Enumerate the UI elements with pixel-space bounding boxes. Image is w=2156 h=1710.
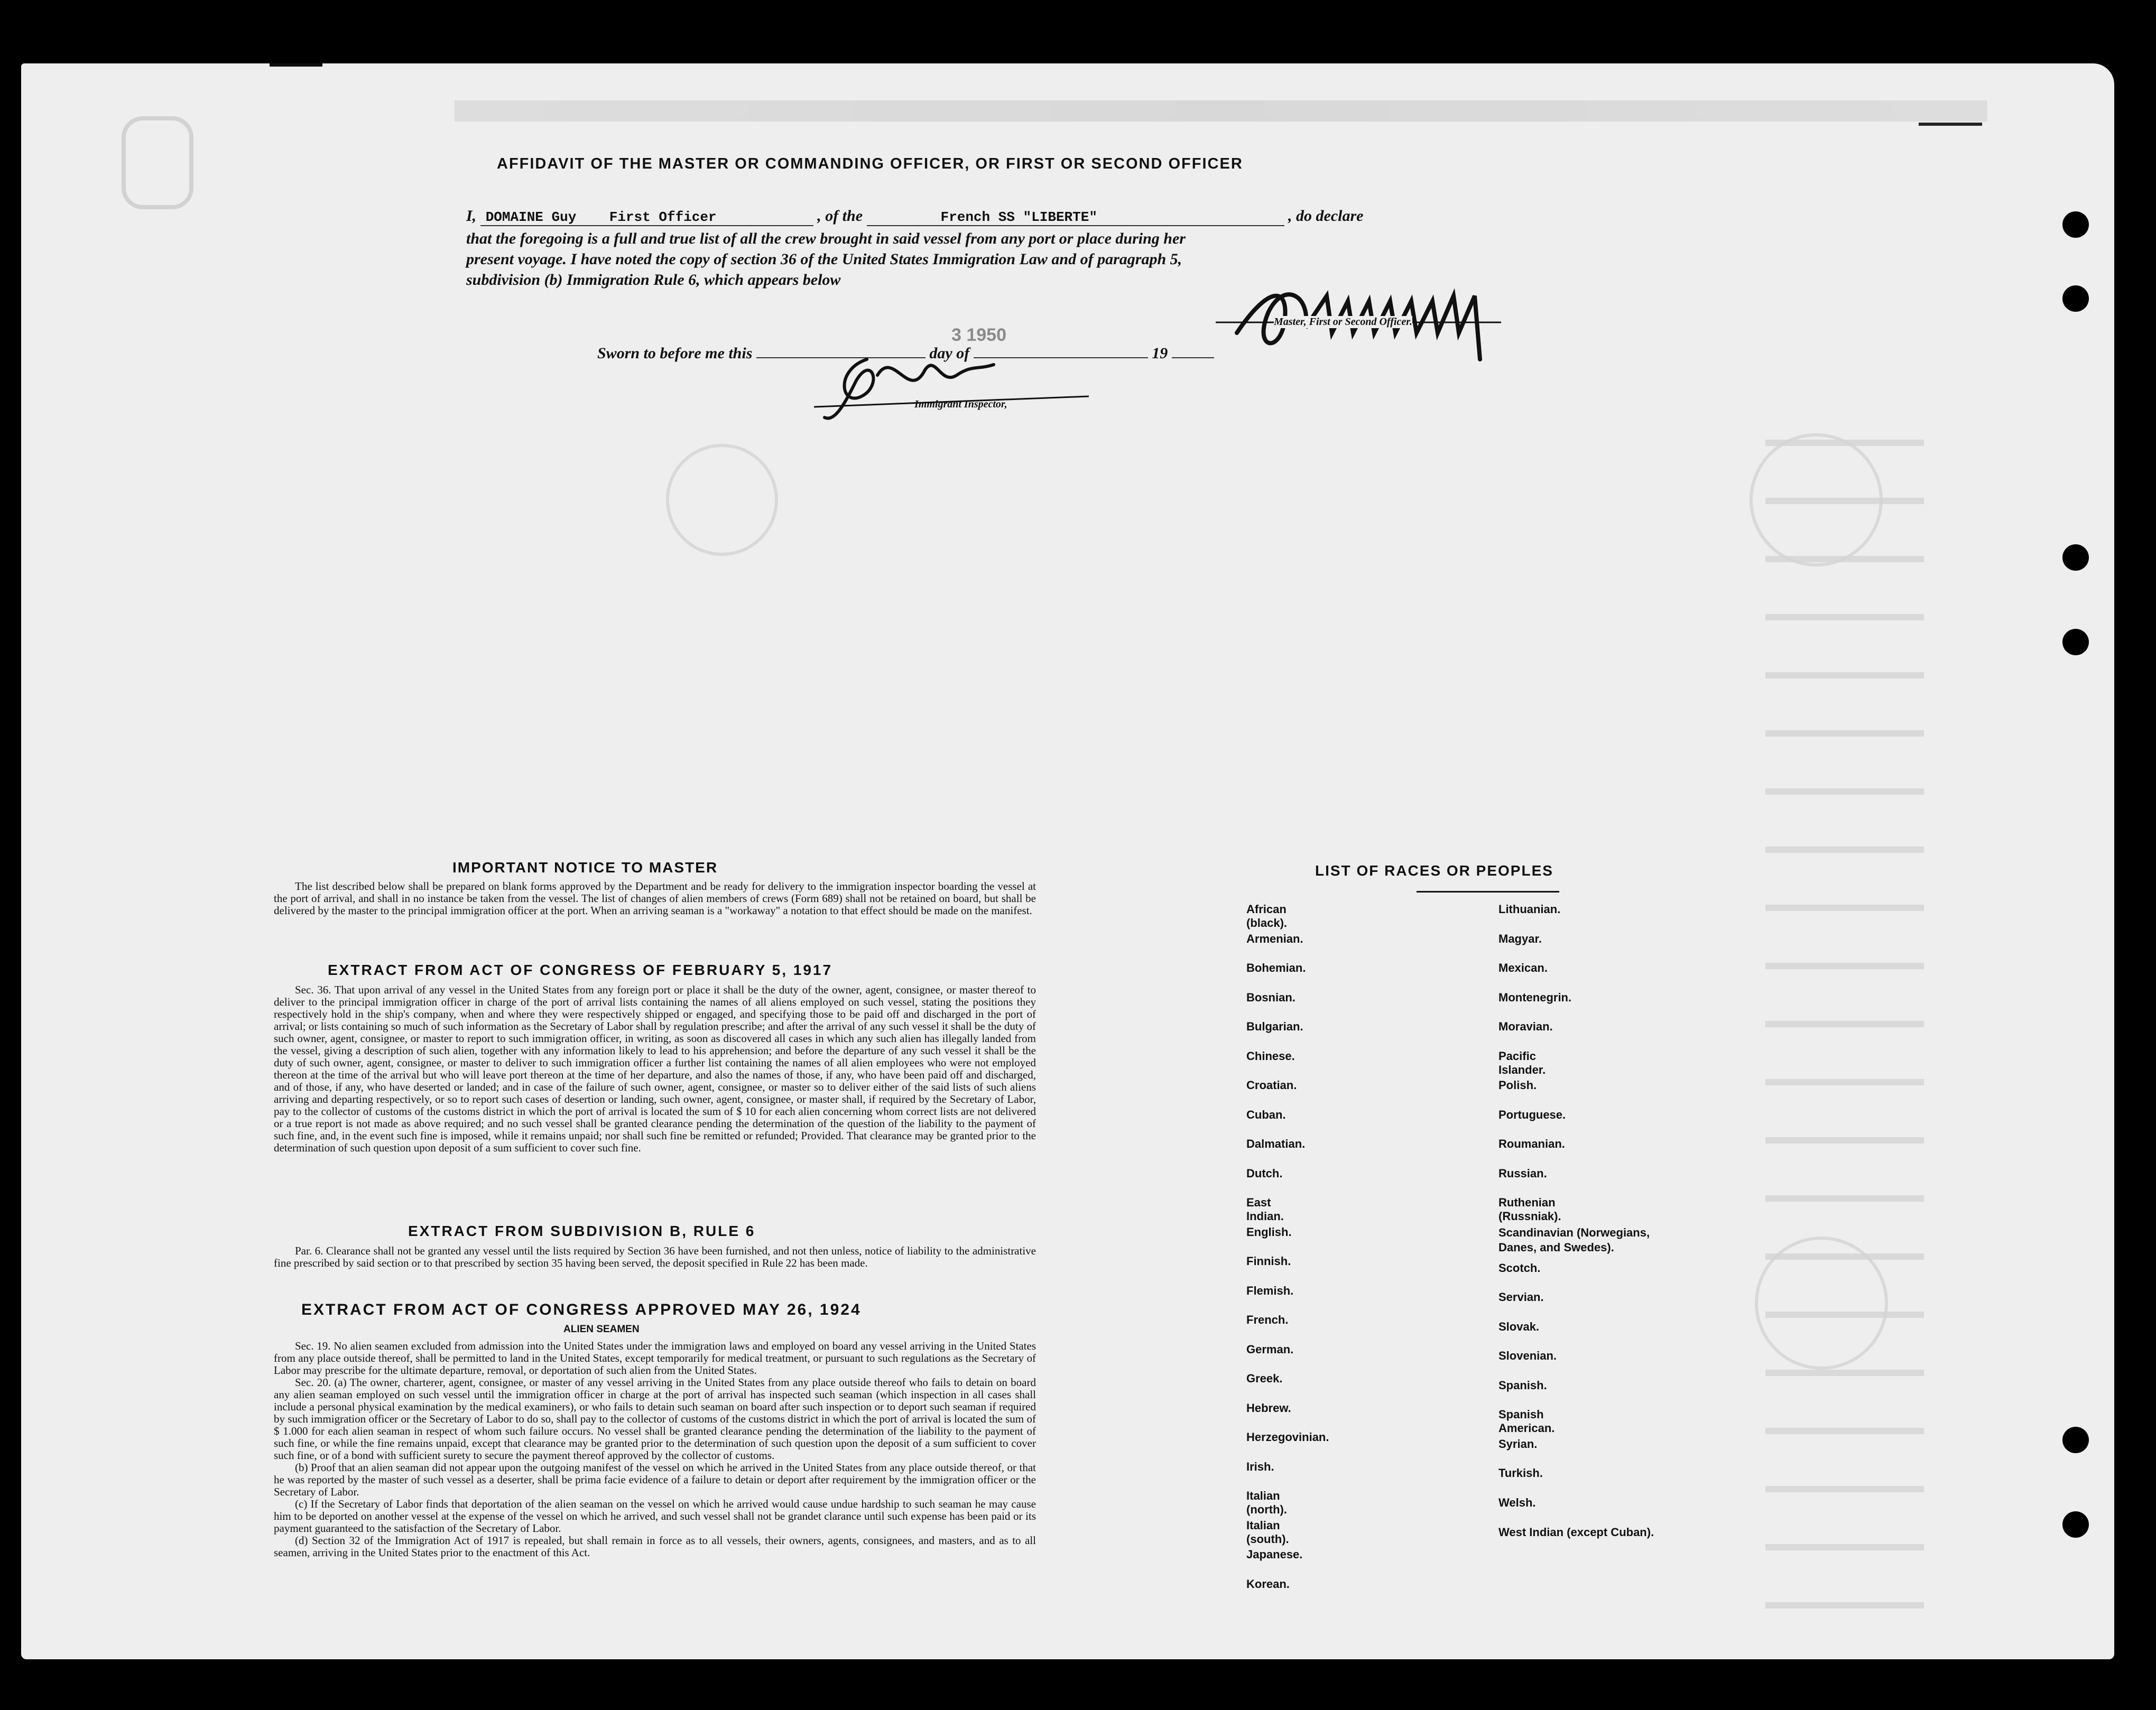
- race-item: Mexican.: [1498, 961, 1548, 974]
- race-item: German.: [1246, 1342, 1294, 1356]
- declaration-prefix: I,: [466, 207, 477, 225]
- race-item: English.: [1246, 1225, 1292, 1239]
- race-item: Finnish.: [1246, 1254, 1291, 1268]
- race-item: Spanish.: [1498, 1378, 1547, 1392]
- manifest-page: [21, 63, 2114, 1659]
- races-title-rule: [1417, 891, 1559, 893]
- day-of-label: day of: [929, 345, 970, 362]
- race-item: Pacific Islander.: [1498, 1049, 1546, 1076]
- race-item: Montenegrin.: [1498, 990, 1572, 1004]
- race-item: Slovak.: [1498, 1319, 1540, 1333]
- sec-20b: (b) Proof that an alien seaman did not appear upon the outgoing manifest of the vessel on which he arrived in the United States from any place outside thereof, or that he was reported by the master of such vessel as a deserter, shall be prima facie evidence of a failure to detain or deport after requirement by the immigration officer or the Secretary of Labor.: [274, 1461, 1036, 1498]
- notice-title: IMPORTANT NOTICE TO MASTER: [452, 859, 718, 876]
- race-item: Syrian.: [1498, 1437, 1538, 1451]
- binder-hole-6: [2062, 1511, 2089, 1538]
- notice-body: The list described below shall be prepared on blank forms approved by the Department and be ready for delivery to the immigration inspector boarding the vessel at the port of arrival, and shall in no instance be taken from the vessel. The list of changes of alien members of crews (Form 689) shall not be retained on board, but shall be delivered by the master to the principal immigration officer at the port. When an arriving seaman is a "workaway" a notation to that effect should be made on the manifest.: [274, 880, 1036, 917]
- do-declare-label: , do declare: [1288, 207, 1364, 225]
- extract-1917-title: EXTRACT FROM ACT OF CONGRESS OF FEBRUARY 5, 1917: [328, 962, 833, 978]
- race-item: Spanish American.: [1498, 1408, 1555, 1435]
- vessel-name: French SS "LIBERTE": [940, 209, 1097, 225]
- race-item: Portuguese.: [1498, 1108, 1566, 1121]
- declaration-line-2: that the foregoing is a full and true list of all the crew brought in said vessel from any port or place during her: [466, 230, 1186, 247]
- officer-rank: First Officer: [609, 209, 717, 225]
- race-item: Magyar.: [1498, 932, 1542, 945]
- race-item: Croatian.: [1246, 1079, 1297, 1092]
- signature-caption: Master, First or Second Officer.: [1274, 316, 1412, 328]
- race-item: Servian.: [1498, 1290, 1544, 1304]
- sec-20a: Sec. 20. (a) The owner, charterer, agent, consignee, or master of any vessel arriving in the United States from any place outside thereof who fails to detain on board any alien seaman employed on such vessel until the immigration officer in charge at the port of arrival has inspected such seaman (which inspection in all cases shall include a personal physical examination by the medical examiners), or who fails to detain such seaman on board after such inspection or to deport such seaman if required by such immigration officer or the Secretary of Labor to do so, shall pay to the collector of customs of the customs district in which the port of arrival is located the sum of $ 1.000 for each alien seaman in respect of whom such failure occurs. No vessel shall be granted clearance pending the determination of the liability to the payment of such fine, or while the fine remains unpaid, except that clearance may be granted prior to the determination of such question upon the deposit of a sum sufficient to cover such fine, or of a bond with sufficient surety to secure the payment thereof approved by the collector of customs.: [274, 1376, 1036, 1462]
- extract-1924-subtitle: ALIEN SEAMEN: [563, 1324, 640, 1335]
- race-item: East Indian.: [1246, 1196, 1284, 1223]
- binder-hole-2: [2062, 285, 2089, 312]
- extract-1924-title: EXTRACT FROM ACT OF CONGRESS APPROVED MAY 26, 1924: [301, 1301, 862, 1318]
- race-item: Chinese.: [1246, 1049, 1295, 1063]
- race-item: Dutch.: [1246, 1166, 1283, 1180]
- extract-1917-body: Sec. 36. That upon arrival of any vessel in the United States from any foreign port or place it shall be the duty of the owner, agent, consignee, or master thereof to deliver to the principal immigration officer in charge of the port of arrival lists containing the names of all aliens employed on such vessel, stating the positions they respectively hold in the ship's company, when and where they were respectively shipped or engaged, and specifying those to be paid off and discharged in the port of arrival; or lists containing so much of such information as the Secretary of Labor shall by regulation prescribe; and after the arrival of any such vessel it shall be the duty of such owner, agent, consignee, or master to report to such immigration officer, in writing, as soon as discovered all cases in which any such alien has illegally landed from the vessel, giving a description of such alien, together with any information likely to lead to his apprehension; and before the departure of any such vessel it shall be the duty of such owner, agent, consignee, or master to deliver to such immigration officer a further list containing the names of all alien employees who were not employed thereon at the time of the arrival but who will leave port thereon at the time of her departure, and also the names of those, if any, who have been paid off and discharged, and of those, if any, who have deserted or landed; and in case of the failure of such owner, agent, consignee, or master so to deliver either of the said lists of such aliens arriving and departing respectively, or so to report such cases of desertion or landing, such owner, agent, consignee, or master shall, if required by the Secretary of Labor, pay to the collector of customs of the customs district in which the port of arrival is located the sum of $ 10 for each alien concerning whom correct lists are not delivered or a true report is not made as above required; and no such vessel shall be granted clearance pending the determination of the question of the liability to the payment of such fine, and, in the event such fine is imposed, while it remains unpaid; nor shall such fine be remitted or refunded; Provided. That clearance may be granted prior to the determination of such question upon deposit of a sum sufficient to cover such fine.: [274, 983, 1036, 1154]
- date-stamp: 3 1950: [951, 325, 1006, 345]
- race-item: Cuban.: [1246, 1108, 1286, 1121]
- races-title: LIST OF RACES OR PEOPLES: [1315, 862, 1553, 879]
- race-item: Armenian.: [1246, 932, 1303, 945]
- race-item: Herzegovinian.: [1246, 1430, 1329, 1444]
- race-item: Scotch.: [1498, 1261, 1541, 1275]
- race-item: Italian (north).: [1246, 1489, 1287, 1516]
- declaration-line-1: [466, 207, 1363, 226]
- race-item: Welsh.: [1498, 1495, 1536, 1509]
- vessel-field: [867, 209, 1284, 226]
- binder-hole-1: [2062, 211, 2089, 238]
- sec-19: Sec. 19. No alien seamen excluded from admission into the United States under the immigration laws and employed on board any vessel arriving in the United States from any place outside thereof, shall be permitted to land in the United States, except temporarily for medical treatment, or pursuant to such regulations as the Secretary of Labor may prescribe for the ultimate departure, removal, or deportation of such alien from the United States.: [274, 1340, 1036, 1377]
- race-item: Roumanian.: [1498, 1137, 1565, 1150]
- binder-hole-5: [2062, 1427, 2089, 1453]
- race-item: Scandinavian (Norwegians, Danes, and Swedes).: [1498, 1225, 1650, 1254]
- race-item: Bosnian.: [1246, 990, 1296, 1004]
- sec-20d: (d) Section 32 of the Immigration Act of 1917 is repealed, but shall remain in force as to all vessels, their owners, agents, consignees, and masters, and as to all seamen, arriving in the United States prior to the enactment of this Act.: [274, 1534, 1036, 1559]
- inspector-caption: Immigrant Inspector,: [914, 398, 1007, 410]
- race-item: Dalmatian.: [1246, 1137, 1306, 1150]
- binder-hole-3: [2062, 544, 2089, 571]
- bleed-through-header: [455, 100, 1987, 122]
- extract-rule6-body: Par. 6. Clearance shall not be granted any vessel until the lists required by Section 36 have been furnished, and not then unless, notice of liability to the administrative fine prescribed by said section or to that prescribed by section 35 having been served, the deposit specified in Rule 22 has been made.: [274, 1244, 1036, 1269]
- race-item: West Indian (except Cuban).: [1498, 1526, 1654, 1539]
- extract-rule6-title: EXTRACT FROM SUBDIVISION B, RULE 6: [408, 1223, 756, 1239]
- race-item: Polish.: [1498, 1079, 1537, 1092]
- race-item: Greek.: [1246, 1372, 1283, 1385]
- sec-20c: (c) If the Secretary of Labor finds that deportation of the alien seaman on the vessel on which he arrived would cause undue hardship to such seaman he may cause him to be deported on another vessel at the expense of the vessel on which he arrived, and such vessel shall not be grandet clarance until such expense has been paid or its payment guaranteed to the satisfaction of the Secretary of Labor.: [274, 1498, 1036, 1535]
- officer-field: [480, 209, 813, 226]
- race-item: Japanese.: [1246, 1548, 1303, 1561]
- race-item: Ruthenian (Russniak).: [1498, 1196, 1561, 1223]
- bleed-through-stamp-3: [666, 444, 778, 556]
- bleed-through-number: [122, 116, 193, 209]
- race-item: Bohemian.: [1246, 961, 1306, 974]
- officer-name: DOMAINE Guy: [485, 209, 577, 225]
- race-item: Flemish.: [1246, 1284, 1294, 1297]
- affidavit-title: AFFIDAVIT OF THE MASTER OR COMMANDING OFFICER, OR FIRST OR SECOND OFFICER: [497, 155, 1243, 172]
- declaration-line-4: subdivision (b) Immigration Rule 6, which appears below: [466, 271, 841, 289]
- bleed-through-rows: [1765, 412, 1924, 1628]
- extract-1924-body: [274, 1340, 1036, 1559]
- race-item: Russian.: [1498, 1166, 1547, 1180]
- race-item: African (black).: [1246, 903, 1288, 930]
- year-field: [1172, 357, 1214, 358]
- of-the-label: , of the: [817, 207, 863, 225]
- race-item: French.: [1246, 1313, 1289, 1326]
- declaration-line-3: present voyage. I have noted the copy of section 36 of the United States Immigration Law and of paragraph 5,: [466, 250, 1182, 268]
- race-item: Hebrew.: [1246, 1401, 1291, 1415]
- race-item: Moravian.: [1498, 1020, 1553, 1033]
- race-item: Lithuanian.: [1498, 903, 1561, 916]
- race-item: Slovenian.: [1498, 1349, 1557, 1362]
- sworn-prefix: Sworn to before me this: [597, 345, 753, 362]
- race-item: Turkish.: [1498, 1466, 1543, 1480]
- race-item: Irish.: [1246, 1460, 1274, 1473]
- top-left-marks: [270, 63, 322, 67]
- race-item: Korean.: [1246, 1577, 1290, 1591]
- race-item: Italian (south).: [1246, 1518, 1289, 1546]
- race-item: Bulgarian.: [1246, 1020, 1303, 1033]
- binder-hole-4: [2062, 629, 2089, 655]
- year-prefix: 19: [1152, 345, 1168, 362]
- inspector-signature: [803, 338, 1099, 428]
- top-right-marks: [1919, 123, 1982, 126]
